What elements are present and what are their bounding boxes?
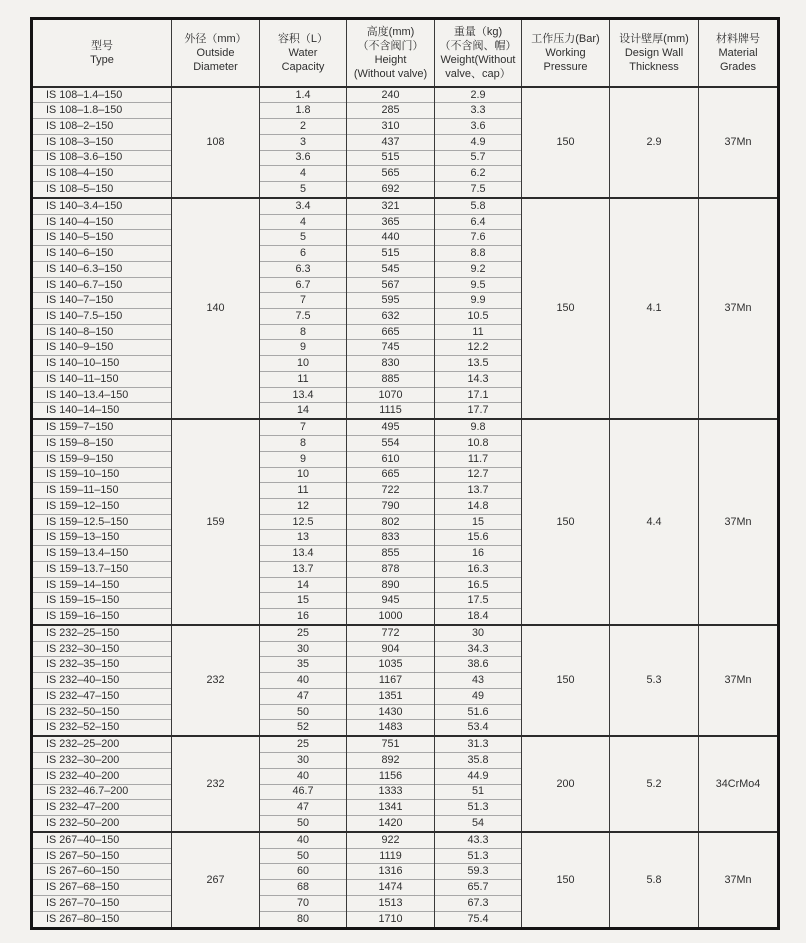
header-line: Material <box>718 46 758 59</box>
cell-type: IS 232–46.7–200 <box>32 784 172 800</box>
cell-height: 595 <box>347 293 435 309</box>
cell-weight: 51.3 <box>435 848 522 864</box>
cell-water-capacity: 70 <box>260 895 347 911</box>
cell-weight: 8.8 <box>435 246 522 262</box>
cell-weight: 9.9 <box>435 293 522 309</box>
cell-water-capacity: 9 <box>260 340 347 356</box>
cell-type: IS 140–7.5–150 <box>32 309 172 325</box>
column-header-wall-thickness <box>610 19 699 87</box>
cell-height: 745 <box>347 340 435 356</box>
cell-weight: 9.2 <box>435 261 522 277</box>
cell-water-capacity: 7.5 <box>260 309 347 325</box>
cell-type: IS 159–13.7–150 <box>32 561 172 577</box>
cell-type: IS 159–10–150 <box>32 467 172 483</box>
cell-weight: 11.7 <box>435 451 522 467</box>
cell-height: 1316 <box>347 864 435 880</box>
cell-type: IS 140–10–150 <box>32 356 172 372</box>
cell-weight: 7.6 <box>435 230 522 246</box>
cell-weight: 5.7 <box>435 150 522 166</box>
cell-outside-diameter: 140 <box>172 198 260 419</box>
cell-height: 1351 <box>347 688 435 704</box>
cell-type: IS 159–15–150 <box>32 593 172 609</box>
cell-type: IS 140–4–150 <box>32 214 172 230</box>
column-header-water-capacity <box>260 19 347 87</box>
cell-working-pressure: 150 <box>522 419 610 625</box>
header-line: 设计壁厚(mm) <box>619 32 689 45</box>
cell-height: 1035 <box>347 657 435 673</box>
cell-type: IS 267–60–150 <box>32 864 172 880</box>
cell-weight: 51.3 <box>435 800 522 816</box>
cell-height: 890 <box>347 577 435 593</box>
cell-outside-diameter: 159 <box>172 419 260 625</box>
cell-water-capacity: 8 <box>260 436 347 452</box>
cell-water-capacity: 16 <box>260 609 347 625</box>
cell-height: 440 <box>347 230 435 246</box>
cell-type: IS 232–50–150 <box>32 704 172 720</box>
cell-type: IS 267–68–150 <box>32 880 172 896</box>
cell-water-capacity: 14 <box>260 577 347 593</box>
header-line: Thickness <box>629 60 679 73</box>
header-line: 工作压力(Bar) <box>531 32 600 45</box>
cell-weight: 43 <box>435 673 522 689</box>
cell-water-capacity: 60 <box>260 864 347 880</box>
cell-height: 515 <box>347 150 435 166</box>
header-line: 重量（kg) <box>453 25 503 38</box>
cell-height: 321 <box>347 198 435 214</box>
cell-water-capacity: 11 <box>260 371 347 387</box>
cell-type: IS 108–5–150 <box>32 181 172 197</box>
header-line: Outside <box>196 46 235 59</box>
cell-weight: 51.6 <box>435 704 522 720</box>
cell-height: 1513 <box>347 895 435 911</box>
cell-weight: 12.7 <box>435 467 522 483</box>
cell-water-capacity: 3.6 <box>260 150 347 166</box>
header-row <box>32 19 779 87</box>
cell-height: 1156 <box>347 768 435 784</box>
cell-water-capacity: 3 <box>260 134 347 150</box>
cell-height: 855 <box>347 546 435 562</box>
cell-water-capacity: 2 <box>260 119 347 135</box>
cell-weight: 49 <box>435 688 522 704</box>
cell-type: IS 140–5–150 <box>32 230 172 246</box>
cell-height: 751 <box>347 736 435 752</box>
cell-water-capacity: 12.5 <box>260 514 347 530</box>
cell-outside-diameter: 108 <box>172 87 260 198</box>
cell-water-capacity: 35 <box>260 657 347 673</box>
cell-wall-thickness: 4.4 <box>610 419 699 625</box>
cell-water-capacity: 30 <box>260 641 347 657</box>
cell-water-capacity: 47 <box>260 688 347 704</box>
cell-height: 1474 <box>347 880 435 896</box>
cell-water-capacity: 5 <box>260 181 347 197</box>
cell-water-capacity: 12 <box>260 498 347 514</box>
cell-height: 692 <box>347 181 435 197</box>
cell-outside-diameter: 232 <box>172 736 260 832</box>
cell-outside-diameter: 232 <box>172 625 260 736</box>
cell-type: IS 232–47–150 <box>32 688 172 704</box>
header-line: 高度(mm) <box>366 25 415 38</box>
cell-material: 34CrMo4 <box>699 736 779 832</box>
cell-weight: 4.9 <box>435 134 522 150</box>
cell-water-capacity: 13.4 <box>260 546 347 562</box>
cell-material: 37Mn <box>699 625 779 736</box>
cell-weight: 7.5 <box>435 181 522 197</box>
cell-type: IS 267–70–150 <box>32 895 172 911</box>
cell-weight: 9.5 <box>435 277 522 293</box>
cell-working-pressure: 200 <box>522 736 610 832</box>
cell-height: 945 <box>347 593 435 609</box>
cell-type: IS 232–47–200 <box>32 800 172 816</box>
cell-water-capacity: 25 <box>260 736 347 752</box>
cell-height: 554 <box>347 436 435 452</box>
cell-height: 1483 <box>347 720 435 736</box>
cell-material: 37Mn <box>699 419 779 625</box>
header-line: Capacity <box>281 60 325 73</box>
cell-water-capacity: 3.4 <box>260 198 347 214</box>
cell-type: IS 232–50–200 <box>32 815 172 831</box>
cell-weight: 3.3 <box>435 103 522 119</box>
column-header-height <box>347 19 435 87</box>
cell-height: 830 <box>347 356 435 372</box>
cell-weight: 17.7 <box>435 403 522 419</box>
cell-type: IS 159–13–150 <box>32 530 172 546</box>
header-line: （不含阀门） <box>357 39 424 52</box>
cell-height: 240 <box>347 87 435 103</box>
cell-type: IS 108–2–150 <box>32 119 172 135</box>
cell-water-capacity: 50 <box>260 815 347 831</box>
cell-type: IS 108–4–150 <box>32 166 172 182</box>
cell-height: 1341 <box>347 800 435 816</box>
cell-height: 1115 <box>347 403 435 419</box>
cell-material: 37Mn <box>699 198 779 419</box>
cell-water-capacity: 40 <box>260 768 347 784</box>
cell-wall-thickness: 2.9 <box>610 87 699 198</box>
cell-water-capacity: 7 <box>260 293 347 309</box>
cell-weight: 44.9 <box>435 768 522 784</box>
cell-material: 37Mn <box>699 87 779 198</box>
column-header-working-pressure <box>522 19 610 87</box>
cell-height: 567 <box>347 277 435 293</box>
cell-height: 922 <box>347 832 435 848</box>
cell-weight: 6.4 <box>435 214 522 230</box>
header-line: （不含阀、帽） <box>439 39 517 52</box>
cell-weight: 16.3 <box>435 561 522 577</box>
cell-wall-thickness: 5.3 <box>610 625 699 736</box>
cell-type: IS 232–35–150 <box>32 657 172 673</box>
table-row <box>32 419 779 435</box>
cell-water-capacity: 46.7 <box>260 784 347 800</box>
cell-height: 904 <box>347 641 435 657</box>
cell-water-capacity: 8 <box>260 324 347 340</box>
cell-water-capacity: 6 <box>260 246 347 262</box>
cell-wall-thickness: 5.2 <box>610 736 699 832</box>
header-line: Pressure <box>543 60 588 73</box>
header-line: Water <box>288 46 318 59</box>
column-header-type <box>32 19 172 87</box>
cell-outside-diameter: 267 <box>172 832 260 929</box>
cell-weight: 9.8 <box>435 419 522 435</box>
cell-weight: 16.5 <box>435 577 522 593</box>
cell-water-capacity: 13.7 <box>260 561 347 577</box>
cell-height: 365 <box>347 214 435 230</box>
cell-water-capacity: 1.8 <box>260 103 347 119</box>
cell-weight: 75.4 <box>435 911 522 928</box>
cell-water-capacity: 68 <box>260 880 347 896</box>
cell-height: 878 <box>347 561 435 577</box>
cell-type: IS 108–1.4–150 <box>32 87 172 103</box>
cell-type: IS 232–30–150 <box>32 641 172 657</box>
cell-type: IS 159–14–150 <box>32 577 172 593</box>
cell-type: IS 267–50–150 <box>32 848 172 864</box>
header-line: 材料牌号 <box>716 32 760 45</box>
cell-weight: 14.8 <box>435 498 522 514</box>
cell-weight: 67.3 <box>435 895 522 911</box>
cell-material: 37Mn <box>699 832 779 929</box>
cell-type: IS 140–6.3–150 <box>32 261 172 277</box>
cell-weight: 12.2 <box>435 340 522 356</box>
cell-weight: 2.9 <box>435 87 522 103</box>
cell-water-capacity: 7 <box>260 419 347 435</box>
cell-height: 515 <box>347 246 435 262</box>
cell-water-capacity: 1.4 <box>260 87 347 103</box>
cell-type: IS 267–40–150 <box>32 832 172 848</box>
cell-type: IS 140–8–150 <box>32 324 172 340</box>
cell-height: 495 <box>347 419 435 435</box>
cell-weight: 17.1 <box>435 387 522 403</box>
cell-type: IS 232–25–150 <box>32 625 172 641</box>
cell-type: IS 159–7–150 <box>32 419 172 435</box>
table-row <box>32 625 779 641</box>
cell-type: IS 108–1.8–150 <box>32 103 172 119</box>
cell-height: 722 <box>347 483 435 499</box>
cell-wall-thickness: 4.1 <box>610 198 699 419</box>
cell-weight: 38.6 <box>435 657 522 673</box>
cell-weight: 5.8 <box>435 198 522 214</box>
cell-weight: 54 <box>435 815 522 831</box>
cell-water-capacity: 11 <box>260 483 347 499</box>
table-row <box>32 832 779 848</box>
cell-water-capacity: 80 <box>260 911 347 928</box>
column-header-weight <box>435 19 522 87</box>
cell-water-capacity: 47 <box>260 800 347 816</box>
column-header-outside-diameter <box>172 19 260 87</box>
cell-water-capacity: 40 <box>260 832 347 848</box>
cell-height: 565 <box>347 166 435 182</box>
cell-height: 790 <box>347 498 435 514</box>
cell-weight: 3.6 <box>435 119 522 135</box>
cell-weight: 18.4 <box>435 609 522 625</box>
cell-water-capacity: 10 <box>260 356 347 372</box>
cell-height: 802 <box>347 514 435 530</box>
cell-water-capacity: 40 <box>260 673 347 689</box>
cell-water-capacity: 30 <box>260 753 347 769</box>
cell-water-capacity: 50 <box>260 704 347 720</box>
cell-water-capacity: 25 <box>260 625 347 641</box>
cell-working-pressure: 150 <box>522 198 610 419</box>
cell-working-pressure: 150 <box>522 87 610 198</box>
table-row <box>32 87 779 103</box>
cell-type: IS 140–9–150 <box>32 340 172 356</box>
cell-height: 665 <box>347 324 435 340</box>
cell-height: 632 <box>347 309 435 325</box>
cell-type: IS 232–25–200 <box>32 736 172 752</box>
cell-type: IS 159–12.5–150 <box>32 514 172 530</box>
cell-weight: 43.3 <box>435 832 522 848</box>
cell-weight: 15.6 <box>435 530 522 546</box>
table-row <box>32 736 779 752</box>
cell-weight: 13.5 <box>435 356 522 372</box>
cell-height: 1000 <box>347 609 435 625</box>
cell-height: 833 <box>347 530 435 546</box>
header-line: 型号 <box>91 39 113 52</box>
cell-type: IS 232–40–150 <box>32 673 172 689</box>
cell-height: 310 <box>347 119 435 135</box>
cell-water-capacity: 15 <box>260 593 347 609</box>
cell-type: IS 140–7–150 <box>32 293 172 309</box>
cell-water-capacity: 6.3 <box>260 261 347 277</box>
cell-height: 885 <box>347 371 435 387</box>
cell-height: 545 <box>347 261 435 277</box>
cell-working-pressure: 150 <box>522 832 610 929</box>
cell-weight: 10.8 <box>435 436 522 452</box>
cell-wall-thickness: 5.8 <box>610 832 699 929</box>
cell-water-capacity: 4 <box>260 166 347 182</box>
cylinder-spec-table <box>30 17 780 930</box>
header-line: (Without valve) <box>353 67 428 80</box>
header-line: Diameter <box>193 60 238 73</box>
table-row <box>32 198 779 214</box>
cell-type: IS 140–6–150 <box>32 246 172 262</box>
cell-water-capacity: 5 <box>260 230 347 246</box>
header-line: Working <box>545 46 586 59</box>
header-line: Type <box>90 53 114 66</box>
cell-weight: 53.4 <box>435 720 522 736</box>
cell-water-capacity: 9 <box>260 451 347 467</box>
cell-height: 772 <box>347 625 435 641</box>
cell-height: 610 <box>347 451 435 467</box>
cell-height: 1119 <box>347 848 435 864</box>
cell-working-pressure: 150 <box>522 625 610 736</box>
cell-height: 285 <box>347 103 435 119</box>
cell-height: 665 <box>347 467 435 483</box>
cell-type: IS 159–12–150 <box>32 498 172 514</box>
cell-type: IS 140–14–150 <box>32 403 172 419</box>
cell-type: IS 159–13.4–150 <box>32 546 172 562</box>
cell-water-capacity: 52 <box>260 720 347 736</box>
cell-weight: 65.7 <box>435 880 522 896</box>
cell-weight: 11 <box>435 324 522 340</box>
cell-weight: 35.8 <box>435 753 522 769</box>
header-line: valve、cap） <box>445 67 511 80</box>
cell-weight: 13.7 <box>435 483 522 499</box>
cell-weight: 16 <box>435 546 522 562</box>
cell-weight: 17.5 <box>435 593 522 609</box>
cell-weight: 30 <box>435 625 522 641</box>
header-line: Height <box>374 53 407 66</box>
header-line: Grades <box>719 60 757 73</box>
cell-weight: 34.3 <box>435 641 522 657</box>
cell-height: 1420 <box>347 815 435 831</box>
cell-water-capacity: 14 <box>260 403 347 419</box>
cell-height: 1167 <box>347 673 435 689</box>
cell-weight: 59.3 <box>435 864 522 880</box>
cell-type: IS 159–9–150 <box>32 451 172 467</box>
cell-type: IS 159–11–150 <box>32 483 172 499</box>
cell-type: IS 140–6.7–150 <box>32 277 172 293</box>
cylinder-spec-table-wrap <box>30 17 780 930</box>
header-line: Design Wall <box>624 46 684 59</box>
cell-water-capacity: 6.7 <box>260 277 347 293</box>
cell-type: IS 159–8–150 <box>32 436 172 452</box>
header-line: 容积（L） <box>277 32 329 45</box>
cell-type: IS 267–80–150 <box>32 911 172 928</box>
cell-height: 437 <box>347 134 435 150</box>
cell-weight: 10.5 <box>435 309 522 325</box>
header-line: 外径（mm） <box>184 32 247 45</box>
cell-weight: 6.2 <box>435 166 522 182</box>
cell-weight: 31.3 <box>435 736 522 752</box>
cell-type: IS 140–3.4–150 <box>32 198 172 214</box>
cell-type: IS 108–3.6–150 <box>32 150 172 166</box>
cell-height: 1710 <box>347 911 435 928</box>
cell-water-capacity: 10 <box>260 467 347 483</box>
cell-height: 892 <box>347 753 435 769</box>
cell-type: IS 159–16–150 <box>32 609 172 625</box>
cell-water-capacity: 4 <box>260 214 347 230</box>
cell-height: 1333 <box>347 784 435 800</box>
cell-type: IS 232–40–200 <box>32 768 172 784</box>
cell-height: 1070 <box>347 387 435 403</box>
cell-weight: 14.3 <box>435 371 522 387</box>
cell-water-capacity: 50 <box>260 848 347 864</box>
column-header-material <box>699 19 779 87</box>
cell-type: IS 232–30–200 <box>32 753 172 769</box>
cell-type: IS 232–52–150 <box>32 720 172 736</box>
cell-weight: 15 <box>435 514 522 530</box>
cell-water-capacity: 13 <box>260 530 347 546</box>
cell-height: 1430 <box>347 704 435 720</box>
header-line: Weight(Without <box>440 53 516 66</box>
cell-water-capacity: 13.4 <box>260 387 347 403</box>
cell-type: IS 140–13.4–150 <box>32 387 172 403</box>
cell-type: IS 108–3–150 <box>32 134 172 150</box>
cell-type: IS 140–11–150 <box>32 371 172 387</box>
cell-weight: 51 <box>435 784 522 800</box>
